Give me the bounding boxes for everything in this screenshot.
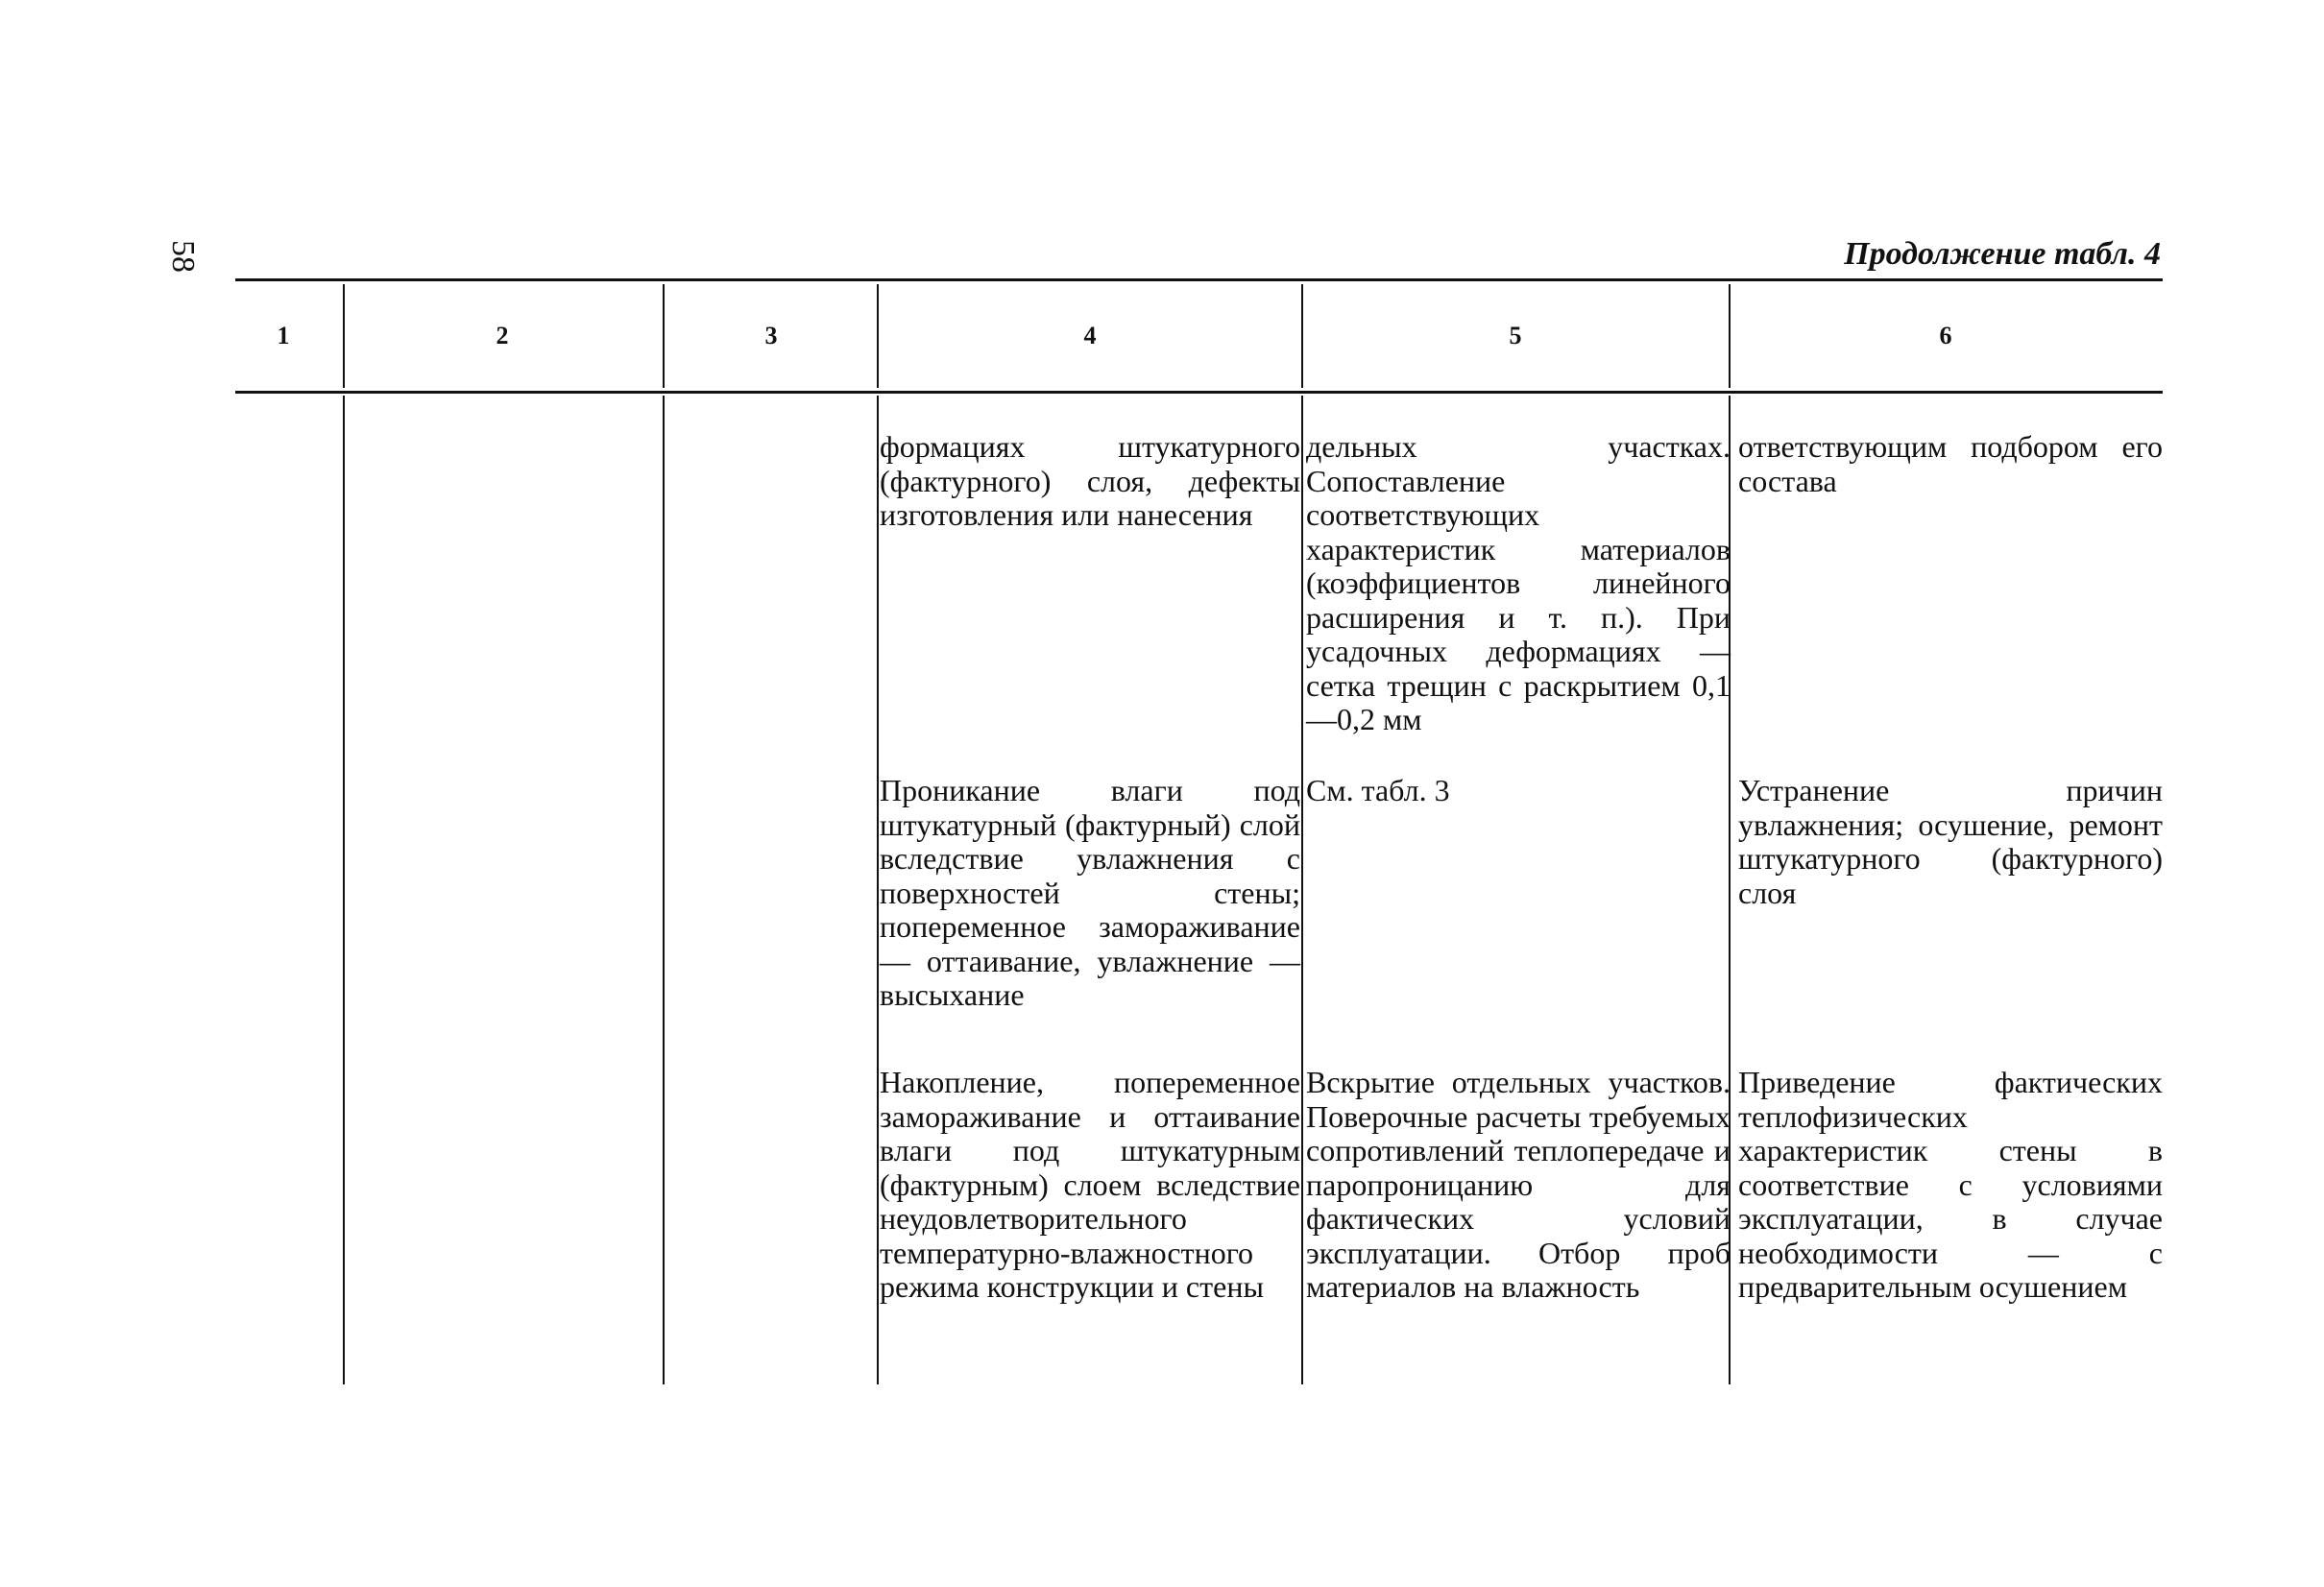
table-cell-r1-c4: формациях штукатурного (фактурного) слоя, дефекты изготовления или нанесения [880, 429, 1300, 532]
header-divider-5 [1729, 284, 1731, 388]
header-divider-1 [343, 284, 345, 388]
table-cell-r1-c5: дельных участках. Сопоставление соответствующих характеристик материалов (коэффициентов линейного расширения и т. п.). При усадочных деформациях — сетка трещин с раскрытием 0,1—0,2 мм [1306, 429, 1731, 736]
header-cell-5: 5 [1509, 322, 1522, 349]
header-cell-4: 4 [1083, 322, 1097, 349]
table-cell-r1-c6: ответствующим подбором его состава [1738, 429, 2163, 498]
table-cell-r2-c6: Устранение причин увлажнения; осушение, ремонт штукатурного (фактурного) слоя [1738, 773, 2163, 910]
table-cell-r3-c4: Накопление, попеременное замораживание и оттаивание влаги под штукатурным (фактурным) слоем вследствие неудовлетворительного температурно-влажностного режима конструкции и стены [880, 1065, 1300, 1304]
table-cell-r3-c6: Приведение фактических теплофизических характеристик стены в соответствие с условиями эксплуатации, в случае необходимости — с предварительным осушением [1738, 1065, 2163, 1304]
header-cell-3: 3 [764, 322, 778, 349]
table-header-rule [235, 391, 2163, 394]
header-cell-2: 2 [496, 322, 509, 349]
body-divider-4 [1301, 396, 1303, 1384]
table-cell-r3-c5: Вскрытие отдельных участков. Поверочные расчеты требуемых сопротивлений теплопередаче и паропроницанию для фактических условий эксплуатации. Отбор проб материалов на влажность [1306, 1065, 1731, 1304]
page-number: 58 [165, 240, 201, 273]
table-top-rule [235, 278, 2163, 281]
header-divider-2 [663, 284, 665, 388]
header-divider-4 [1301, 284, 1303, 388]
table-cell-r2-c4: Проникание влаги под штукатурный (фактурный) слой вследствие увлажнения с поверхностей стены; попеременное замораживание — оттаивание, увлажнение — высыхание [880, 773, 1300, 1012]
header-cell-6: 6 [1939, 322, 1952, 349]
body-divider-1 [343, 396, 345, 1384]
table-continuation-caption: Продолжение табл. 4 [1844, 236, 2161, 272]
header-cell-1: 1 [277, 322, 290, 349]
body-divider-3 [877, 396, 879, 1384]
table-cell-r2-c5: См. табл. 3 [1306, 773, 1450, 807]
header-divider-3 [877, 284, 879, 388]
body-divider-2 [663, 396, 665, 1384]
